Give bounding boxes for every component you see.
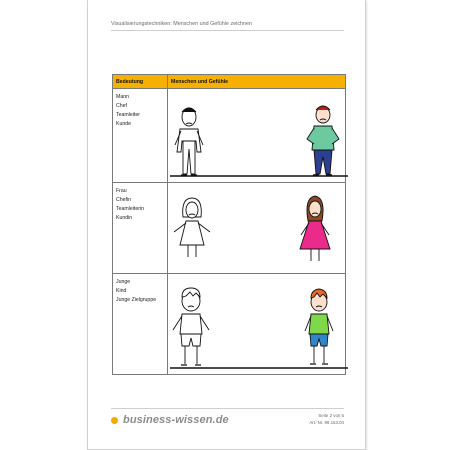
drawing-cell bbox=[168, 89, 346, 183]
meaning-label: Chefin bbox=[116, 197, 131, 203]
meaning-label: Teamleiterin bbox=[116, 206, 144, 212]
meaning-label: Junge Zielgruppe bbox=[116, 297, 157, 303]
table-header-row bbox=[113, 75, 346, 89]
colored-boy-figure bbox=[305, 289, 333, 364]
meaning-cell bbox=[113, 183, 168, 274]
meaning-cell bbox=[113, 274, 168, 375]
meaning-label: Junge bbox=[116, 279, 131, 285]
meaning-label: Kunde bbox=[116, 121, 132, 127]
drawing-cell bbox=[168, 183, 346, 274]
woman-drawings bbox=[168, 183, 353, 273]
outline-woman-figure bbox=[174, 198, 210, 257]
boy-drawings bbox=[168, 274, 353, 374]
column-header-menschen: Menschen und Gefühle bbox=[168, 75, 346, 89]
column-header-bedeutung: Bedeutung bbox=[113, 75, 168, 89]
colored-woman-figure bbox=[300, 196, 330, 261]
brand-dot-icon bbox=[111, 417, 118, 424]
man-drawings bbox=[168, 89, 353, 182]
brand-logo bbox=[111, 414, 229, 426]
header-divider bbox=[111, 30, 344, 31]
meanings-table bbox=[112, 74, 346, 375]
table-row bbox=[113, 89, 346, 183]
meaning-cell bbox=[113, 89, 168, 183]
brand-name: business-wissen.de bbox=[123, 414, 229, 426]
drawing-cell bbox=[168, 274, 346, 375]
document-header: Visualisierungstechniken: Menschen und Gefühle zeichnen bbox=[111, 21, 253, 27]
meaning-label: Kundin bbox=[116, 215, 133, 221]
page-number: Seite 2 von 5 bbox=[318, 413, 344, 418]
document-page bbox=[87, 0, 366, 450]
outline-boy-figure bbox=[173, 288, 209, 365]
table-row bbox=[113, 274, 346, 375]
article-number: Art.-Nr. 99.153.04 bbox=[309, 420, 344, 425]
meaning-label: Chef bbox=[116, 103, 127, 109]
meaning-label: Kind bbox=[116, 288, 127, 294]
footer-divider bbox=[111, 408, 344, 409]
page-meta bbox=[309, 412, 344, 426]
meaning-label: Frau bbox=[116, 188, 127, 194]
table-row bbox=[113, 183, 346, 274]
outline-man-figure bbox=[175, 108, 203, 175]
colored-man-figure bbox=[307, 106, 339, 175]
meaning-label: Mann bbox=[116, 94, 129, 100]
meaning-label: Teamleiter bbox=[116, 112, 140, 118]
